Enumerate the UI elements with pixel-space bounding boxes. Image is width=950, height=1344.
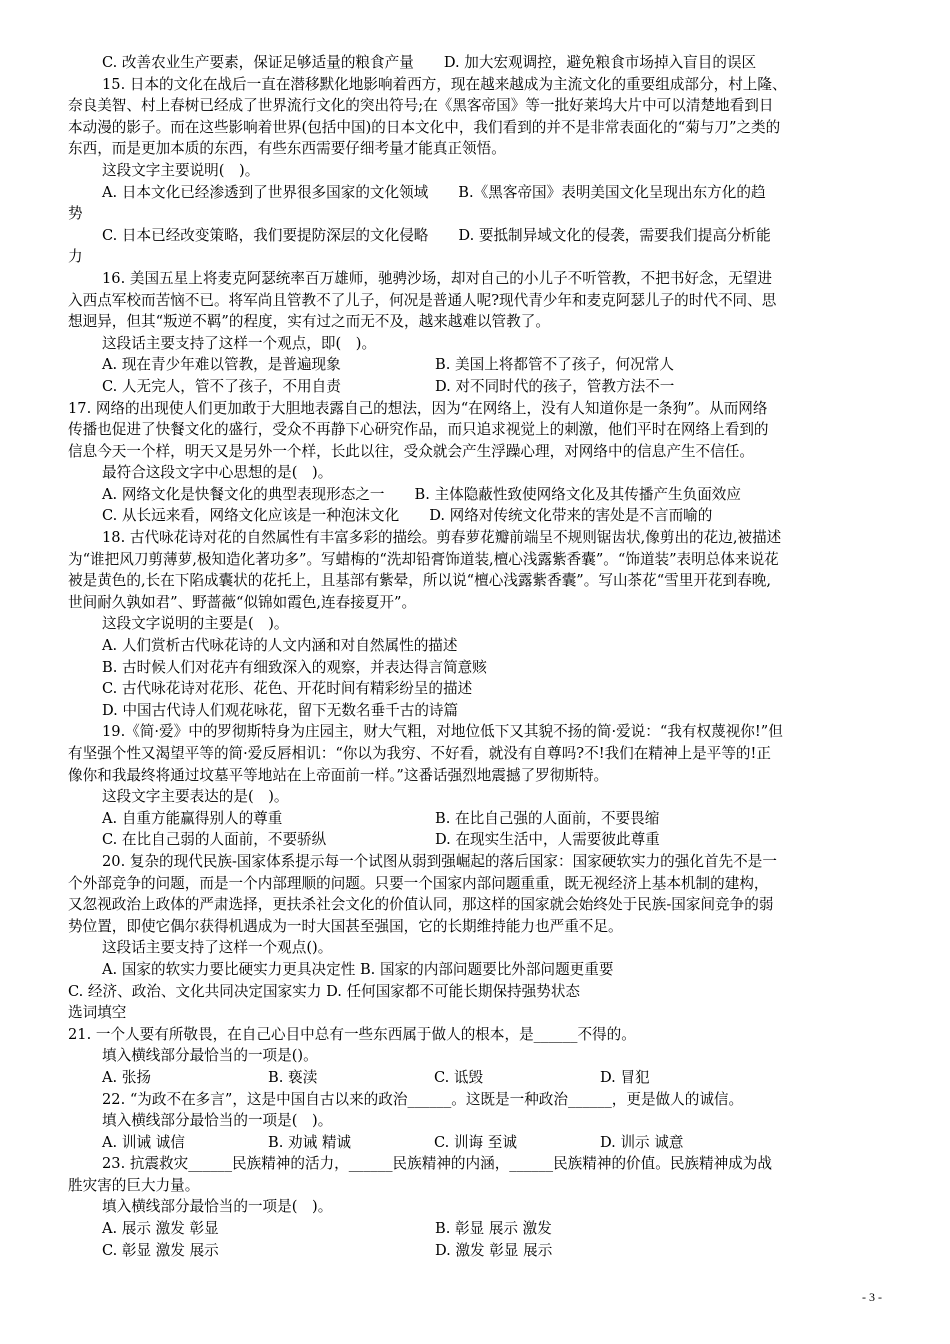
- option-text: D. 在现实生活中，人需要彼此尊重: [435, 831, 660, 849]
- text-line: 19.《简·爱》中的罗彻斯特身为庄园主，财大气粗，对地位低下又其貌不扬的简·爱说：“我有权蔑视你!”但: [102, 723, 783, 741]
- option-text: B. 美国上将都管不了孩子，何况常人: [435, 356, 674, 374]
- option-text: C. 改善农业生产要素，保证足够适量的粮食产量: [102, 54, 414, 71]
- option-text: C. 日本已经改变策略，我们要提防深层的文化侵略: [102, 226, 429, 244]
- text-line: [68, 484, 888, 506]
- option-text: C. 诋毁: [434, 1068, 484, 1086]
- text-line: 15. 日本的文化在战后一直在潜移默化地影响着西方，现在越来越成为主流文化的重要组成部分，村上隆、: [102, 75, 787, 93]
- option-text: D. 网络对传统文化带来的害处是不言而喻的: [429, 507, 713, 525]
- text-line: [68, 1240, 888, 1262]
- option-text: D. 加大宏观调控，避免粮食市场掉入盲目的误区: [443, 54, 757, 71]
- text-line: 23. 抗震救灾______民族精神的活力，______民族精神的内涵，______民族精神的价值。民族精神成为战: [102, 1155, 772, 1173]
- option-text: B. 彰显 展示 激发: [435, 1220, 552, 1238]
- option-text: A. 日本文化已经渗透到了世界很多国家的文化领域: [102, 183, 429, 201]
- text-line: 势位置，即使它偶尔获得机遇成为一时大国甚至强国，它的长期维持能力也严重不足。: [68, 917, 623, 935]
- text-line: 奈良美智、村上春树已经成了世界流行文化的突出符号;在《黑客帝国》等一批好莱坞大片中可以清楚地看到日: [68, 97, 774, 115]
- text-line: C. 经济、政治、文化共同决定国家实力 D. 任何国家都不可能长期保持强势状态: [68, 982, 581, 1000]
- option-text: A. 展示 激发 彰显: [102, 1220, 219, 1238]
- text-line: A. 人们赏析古代咏花诗的人文内涵和对自然属性的描述: [102, 637, 458, 655]
- text-line: [68, 808, 888, 830]
- text-line: 本动漫的影子。而在这些影响着世界(包括中国)的日本文化中，我们看到的并不是非常表面化的“菊与刀”之类的: [68, 118, 781, 136]
- text-line: 信息今天一个样，明天又是另外一个样，长此以往，受众就会产生浮躁心理，对网络中的信息产生不信任。: [68, 442, 754, 460]
- option-text: B.《黑客帝国》表明美国文化呈现出东方化的趋: [458, 183, 766, 201]
- text-line: 入西点军校而苦恼不已。将军尚且管教不了儿子，何况是普通人呢?现代青少年和麦克阿瑟儿子的时代不同、思: [68, 291, 777, 309]
- text-line: [68, 52, 888, 74]
- text-line: 世间耐久孰如君”、野蔷薇“似锦如霞色,连春接夏开”。: [68, 593, 417, 611]
- text-line: 22. “为政不在多言”，这是中国自古以来的政治______。这既是一种政治______，更是做人的诚信。: [102, 1090, 744, 1108]
- option-text: C. 从长远来看，网络文化应该是一种泡沫文化: [102, 507, 400, 525]
- text-line: 最符合这段文字中心思想的是( )。: [102, 464, 333, 482]
- text-line: 有坚强个性又渴望平等的简·爱反唇相讥：“你以为我穷、不好看，就没有自尊吗?不!我们在精神上是平等的!正: [68, 745, 771, 762]
- text-line: 又忽视政治上政体的严肃选择，更扶杀社会文化的价值认同，那这样的国家就会始终处于民族-国家间竞争的弱: [68, 896, 774, 914]
- text-line: [68, 1132, 888, 1154]
- text-line: B. 古时候人们对花卉有细致深入的观察，并表达得言简意赅: [102, 658, 487, 676]
- option-text: B. 主体隐蔽性致使网络文化及其传播产生负面效应: [414, 485, 741, 503]
- text-line: 17. 网络的出现使人们更加敢于大胆地表露自己的想法，因为“在网络上，没有人知道你是一条狗”。从而网络: [68, 399, 768, 417]
- text-line: 想迥异，但其“叛逆不羁”的程度，实有过之而无不及，越来越难以管教了。: [68, 313, 550, 331]
- text-line: 像你和我最终将通过坟墓平等地站在上帝面前一样。”这番话强烈地震撼了罗彻斯特。: [68, 766, 609, 784]
- option-text: A. 张扬: [102, 1068, 152, 1086]
- text-line: [68, 505, 888, 527]
- text-line: D. 中国古代诗人们观花咏花，留下无数名垂千古的诗篇: [102, 701, 459, 719]
- text-line: [68, 354, 888, 376]
- option-text: A. 网络文化是快餐文化的典型表现形态之一: [102, 485, 385, 503]
- text-line: A. 国家的软实力要比硬实力更具决定性 B. 国家的内部问题要比外部问题更重要: [102, 960, 614, 978]
- option-text: C. 训诲 至诚: [434, 1133, 517, 1151]
- text-line: 填入横线部分最恰当的一项是()。: [102, 1047, 318, 1065]
- text-line: 选词填空: [68, 1004, 127, 1022]
- text-line: 填入横线部分最恰当的一项是( )。: [102, 1112, 333, 1130]
- option-text: C. 人无完人，管不了孩子，不用自责: [102, 377, 341, 395]
- page-number: - 3 -: [862, 1290, 882, 1304]
- text-line: [68, 1218, 888, 1240]
- option-text: B. 亵渎: [268, 1068, 318, 1086]
- option-text: B. 在比自己强的人面前，不要畏缩: [435, 809, 660, 827]
- text-line: 为“谁把风刀剪薄萝,极知造化著功多”。写蜡梅的“洗却铅膏饰道装,檀心浅露紫香囊”。“饰道装”表明总体来说花: [68, 550, 779, 568]
- text-line: [68, 829, 888, 851]
- text-line: 胜灾害的巨大力量。: [68, 1176, 200, 1194]
- option-text: D. 激发 彰显 展示: [435, 1241, 553, 1259]
- text-line: [68, 1067, 888, 1089]
- option-text: C. 在比自己弱的人面前，不要骄纵: [102, 831, 327, 849]
- text-line: 16. 美国五星上将麦克阿瑟统率百万雄师，驰骋沙场，却对自己的小儿子不听管教，不把书好念，无望进: [102, 269, 772, 287]
- option-text: A. 自重方能赢得别人的尊重: [102, 809, 283, 827]
- option-text: B. 劝诫 精诚: [268, 1133, 352, 1151]
- text-line: 21. 一个人要有所敬畏，在自己心目中总有一些东西属于做人的根本，是______不得的。: [68, 1025, 636, 1043]
- text-line: 这段文字主要表达的是( )。: [102, 788, 289, 806]
- text-line: [68, 225, 888, 247]
- text-line: 势: [68, 205, 83, 223]
- text-line: 个外部竞争的问题，而是一个内部理顺的问题。只要一个国家内部问题重重，既无视经济上基本机制的建构，: [68, 874, 769, 892]
- option-text: D. 训示 诚意: [600, 1133, 684, 1151]
- option-text: D. 要抵制异域文化的侵袭，需要我们提高分析能: [458, 226, 771, 244]
- text-line: [68, 376, 888, 398]
- text-line: 18. 古代咏花诗对花的自然属性有丰富多彩的描绘。剪春萝花瓣前端呈不规则锯齿状,像剪出的花边,被描述: [102, 529, 782, 547]
- option-text: A. 现在青少年难以管教，是普遍现象: [102, 356, 341, 374]
- text-line: 填入横线部分最恰当的一项是( )。: [102, 1198, 333, 1216]
- text-line: 被是黄色的,长在下陷成囊状的花托上，且基部有紫晕，所以说“檀心浅露紫香囊”。写山茶花“雪里开花到春晚,: [68, 572, 771, 590]
- document-page: [68, 52, 888, 1261]
- text-line: 这段话主要支持了这样一个观点，即( )。: [102, 334, 377, 352]
- text-line: 东西，而是更加本质的东西，有些东西需要仔细考量才能真正领悟。: [68, 140, 506, 158]
- text-line: 传播也促进了快餐文化的盛行，受众不再静下心研究作品，而只追求视觉上的刺激，他们平时在网络上看到的: [68, 421, 769, 439]
- option-text: D. 冒犯: [600, 1068, 650, 1086]
- text-line: C. 古代咏花诗对花形、花色、开花时间有精彩纷呈的描述: [102, 680, 473, 698]
- text-line: 这段话主要支持了这样一个观点()。: [102, 939, 333, 957]
- text-line: [68, 182, 888, 204]
- text-line: 这段文字说明的主要是( )。: [102, 615, 289, 633]
- text-line: 这段文字主要说明( )。: [102, 161, 260, 179]
- option-text: A. 训诫 诚信: [102, 1133, 185, 1151]
- text-line: 力: [68, 248, 83, 266]
- text-line: 20. 复杂的现代民族-国家体系提示每一个试图从弱到强崛起的落后国家：国家硬软实力的强化首先不是一: [102, 852, 777, 870]
- option-text: C. 彰显 激发 展示: [102, 1241, 219, 1259]
- option-text: D. 对不同时代的孩子，管教方法不一: [435, 377, 675, 395]
